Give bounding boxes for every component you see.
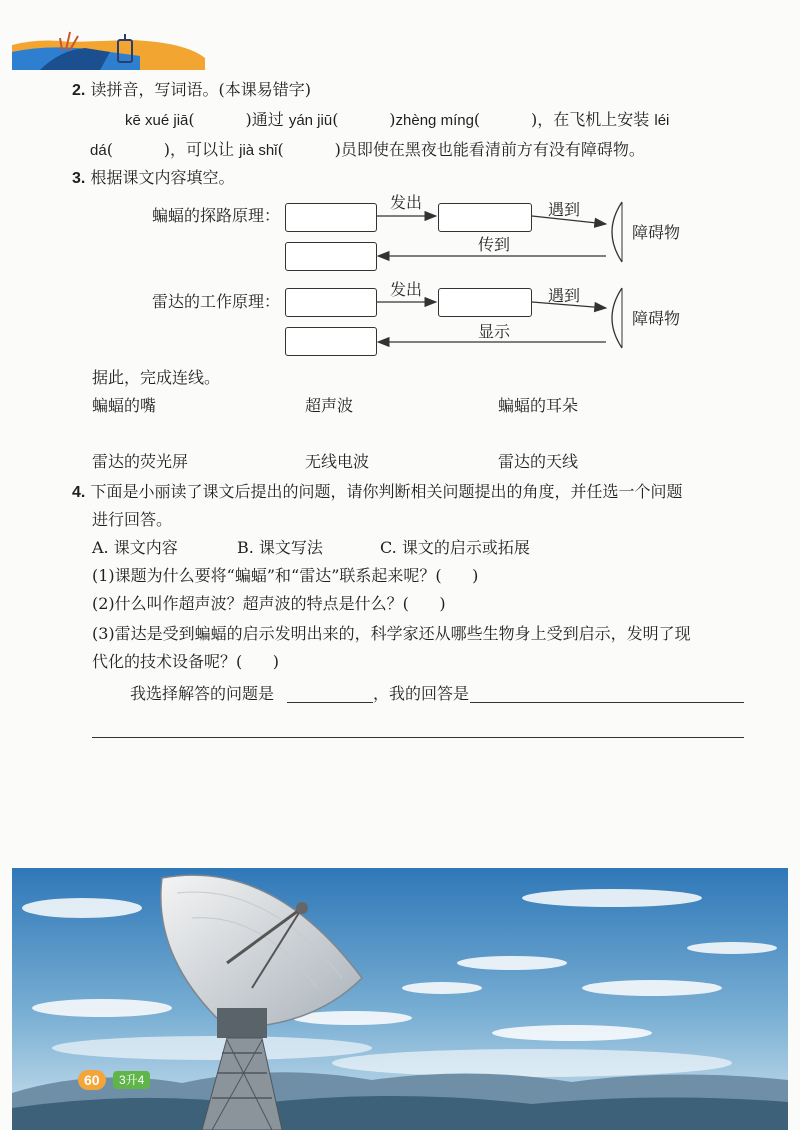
radar-arrow-display-label: 显示 [478,322,511,341]
page-number: 60 [84,1072,100,1088]
answer-blank-zhengming[interactable]: ( ) [473,110,538,129]
pinyin-da: dá [90,142,107,159]
answer-choice-blank[interactable] [287,702,373,703]
pinyin-yanjiu: yán jiū [288,112,333,129]
q4-number: 4 [72,484,81,501]
connect-prompt: 据此，完成连线。 [92,368,221,387]
bat-meet-arrow [532,216,606,224]
q3-title: 根据课文内容填空。 [90,168,235,187]
radio-telescope-illustration [12,868,788,1130]
q2-number: 2 [72,82,81,99]
q4-question-3-line2[interactable]: 代化的技术设备呢？( ) [92,652,280,671]
q4-question-2[interactable]: (2)什么叫作超声波？超声波的特点是什么？( ) [92,594,446,613]
bat-arrow-return-label: 传到 [478,235,511,254]
q4-question-3-line1[interactable]: (3)雷达是受到蝙蝠的启示发明出来的，科学家还从哪些生物身上受到启示，发明了现 [92,624,691,643]
option-a: A. 课文内容 [92,538,178,557]
radar-arrow-meet-label: 遇到 [548,286,581,305]
bat-arrow-meet-label: 遇到 [548,200,581,219]
pinyin-zhengming: zhèng míng [395,112,474,129]
answer-blank-jiashi[interactable]: ( ) [277,140,341,159]
q3-number: 3 [72,170,81,187]
header-banner [0,0,800,72]
pinyin-jiashi: jià shǐ [239,142,278,159]
match-item-bat-ear[interactable]: 蝙蝠的耳朵 [498,396,579,415]
q2-line2 [90,140,645,161]
q4-title-line1: 下面是小丽读了课文后提出的问题，请你判断相关问题提出的角度，并任选一个问题 [90,482,683,501]
q2-title: 读拼音，写词语。(本课易错字) [90,80,311,99]
pinyin-kexuejia: kē xué jiā [125,112,189,129]
match-item-radio-wave[interactable]: 无线电波 [305,452,370,471]
radar-obstacle-label: 障碍物 [632,309,681,328]
answer-mid: ，我的回答是 [373,684,470,703]
radar-meet-arrow [532,302,606,308]
q4-title-line2: 进行回答。 [92,510,173,529]
bat-principle-label: 蝙蝠的探路原理： [152,206,281,225]
q3-heading: 3. 根据课文内容填空。 [72,168,235,187]
option-b: B. 课文写法 [237,538,323,557]
q4-heading: 4. 下面是小丽读了课文后提出的问题，请你判断相关问题提出的角度，并任选一个问题 [72,482,683,501]
answer-blank-kexuejia[interactable]: ( ) [188,110,252,129]
match-item-radar-screen[interactable]: 雷达的荧光屏 [92,452,189,471]
answer-line-2[interactable] [92,737,744,738]
pinyin-lei: léi [654,112,670,129]
q2-text-tongguo: 通过 [251,110,284,129]
bat-obstacle-wall [612,202,622,262]
q2-text-feiji: ，在飞机上安装 [537,110,650,129]
match-item-radar-antenna[interactable]: 雷达的天线 [498,452,579,471]
series-label: 3升4 [119,1073,145,1087]
answer-blank-leida[interactable]: ( ) [106,140,171,159]
match-item-ultrasound[interactable]: 超声波 [305,396,354,415]
answer-prefix: 我选择解答的问题是 [130,684,275,703]
q2-line1 [125,110,669,131]
radar-principle-label: 雷达的工作原理： [152,292,281,311]
bat-arrow-emit-label: 发出 [390,193,423,212]
radar-obstacle-wall [612,288,622,348]
q4-question-1[interactable]: (1)课题为什么要将“蝙蝠”和“雷达”联系起来呢？( ) [92,566,479,585]
q2-text-keyirang: ，可以让 [170,140,235,159]
bat-obstacle-label: 障碍物 [632,223,681,242]
series-badge [113,1071,150,1089]
page-number-badge [78,1070,106,1090]
flow-arrows [0,180,800,370]
radar-arrow-emit-label: 发出 [390,280,423,299]
answer-line-1[interactable] [470,702,744,703]
match-item-bat-mouth[interactable]: 蝙蝠的嘴 [92,396,157,415]
option-c: C. 课文的启示或拓展 [380,538,530,557]
q2-text-end: 员即使在黑夜也能看清前方有没有障碍物。 [340,140,645,159]
q2-heading: 2. 读拼音，写词语。(本课易错字) [72,80,311,99]
answer-blank-yanjiu[interactable]: ( ) [332,110,396,129]
